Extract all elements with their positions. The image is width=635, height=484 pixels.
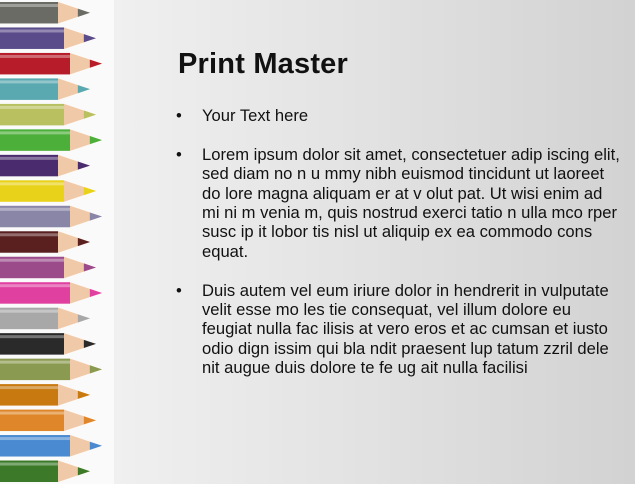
- pencil: [0, 2, 90, 23]
- bullet-item: • Lorem ipsum dolor sit amet, consectetuer adip iscing elit, sed diam no n u mmy nibh euismod tincidunt ut laoreet do lore magna aliquam er at v olut pat. Ut wisi enim ad mi ni m venia m, quis nostrud exerci tatio n ulla mco rper susc ip it lobor tis nisl ut aliquip ex ea commodo cons equat.: [176, 145, 621, 261]
- pencil: [0, 129, 102, 150]
- bullet-list: [176, 106, 621, 397]
- pencil: [0, 53, 102, 74]
- pencil: [0, 359, 102, 380]
- pencil: [0, 308, 90, 329]
- pencil: [0, 461, 90, 482]
- pencil: [0, 231, 90, 252]
- bullet-item: • Your Text here: [176, 106, 621, 125]
- pencils-graphic: [0, 0, 114, 484]
- pencil: [0, 333, 96, 354]
- pencil: [0, 410, 96, 431]
- pencil: [0, 104, 96, 125]
- pencil: [0, 180, 96, 201]
- pencil: [0, 282, 102, 303]
- pencil: [0, 435, 102, 456]
- pencil: [0, 257, 96, 278]
- pencil: [0, 78, 90, 99]
- pencil: [0, 384, 90, 405]
- bullet-item: • Duis autem vel eum iriure dolor in hendrerit in vulputate velit esse mo les tie consequat, vel illum dolore eu feugiat nulla fac ilisis at vero eros et ac cumsan et iusto odio dign issim qui bla ndit praesent lup tatum zzril dele nit augue duis dolore te fe ug ait nulla facilisi: [176, 281, 621, 378]
- pencil: [0, 27, 96, 48]
- pencil: [0, 206, 102, 227]
- colored-pencils-image: [0, 0, 114, 484]
- slide-title: Print Master: [178, 48, 348, 80]
- pencil: [0, 155, 90, 176]
